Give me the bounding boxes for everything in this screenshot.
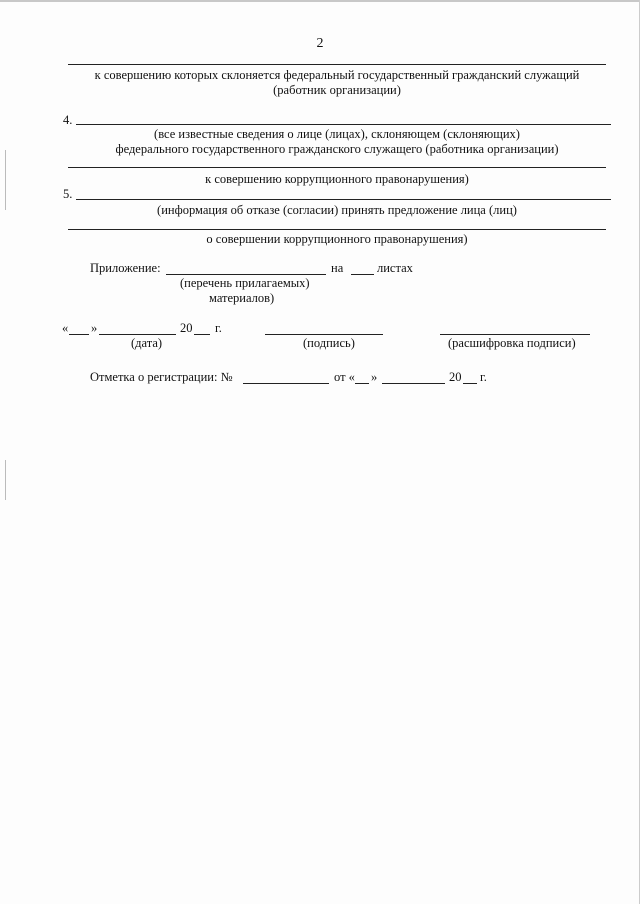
item5-number: 5. bbox=[63, 187, 73, 201]
item5-caption-line2: о совершении коррупционного правонарушения) bbox=[206, 232, 468, 246]
date-open-quote: « bbox=[62, 321, 69, 335]
fill-line bbox=[265, 334, 383, 335]
fill-line bbox=[76, 199, 611, 200]
registration-from-text: от « bbox=[334, 370, 355, 384]
date-caption: (дата) bbox=[131, 336, 163, 350]
attachment-on-text: на bbox=[331, 261, 344, 275]
date-close-quote: » bbox=[91, 321, 98, 335]
item3-caption-line2: (работник организации) bbox=[273, 83, 401, 97]
attachment-sheets-text: листах bbox=[377, 261, 413, 275]
registration-year-suffix: г. bbox=[480, 370, 487, 384]
scan-top-edge bbox=[0, 0, 640, 2]
item4-caption-line3: к совершению коррупционного правонарушения) bbox=[205, 172, 469, 186]
fill-line bbox=[99, 334, 176, 335]
item5-caption-line1: (информация об отказе (согласии) принять предложение лица (лиц) bbox=[157, 203, 517, 217]
attachment-caption-line2: материалов) bbox=[209, 291, 275, 305]
signature-caption: (подпись) bbox=[303, 336, 355, 350]
item4-caption-line1: (все известные сведения о лице (лицах), склоняющем (склоняющих) bbox=[154, 127, 520, 141]
date-year-prefix: 20 bbox=[180, 321, 193, 335]
fill-line bbox=[68, 64, 606, 65]
fill-line bbox=[440, 334, 590, 335]
fill-line bbox=[382, 383, 445, 384]
fill-line bbox=[351, 274, 374, 275]
fill-line bbox=[76, 124, 611, 125]
scan-left-mark bbox=[5, 150, 6, 210]
fill-line bbox=[355, 383, 369, 384]
attachment-label: Приложение: bbox=[90, 261, 161, 275]
item4-number: 4. bbox=[63, 113, 73, 127]
item3-caption-line1: к совершению которых склоняется федеральный государственный гражданский служащий bbox=[94, 68, 580, 82]
registration-close-quote: » bbox=[371, 370, 378, 384]
scan-left-mark bbox=[5, 460, 6, 500]
fill-line bbox=[243, 383, 329, 384]
fill-line bbox=[194, 334, 210, 335]
fill-line bbox=[68, 229, 606, 230]
registration-label: Отметка о регистрации: № bbox=[90, 370, 233, 384]
fill-line bbox=[69, 334, 89, 335]
decoding-caption: (расшифровка подписи) bbox=[448, 336, 576, 350]
fill-line bbox=[166, 274, 326, 275]
date-year-suffix: г. bbox=[215, 321, 222, 335]
page-number: 2 bbox=[316, 36, 324, 51]
item4-caption-line2: федерального государственного гражданского служащего (работника организации) bbox=[115, 142, 559, 156]
fill-line bbox=[463, 383, 477, 384]
fill-line bbox=[68, 167, 606, 168]
attachment-caption-line1: (перечень прилагаемых) bbox=[180, 276, 310, 290]
registration-year-prefix: 20 bbox=[449, 370, 462, 384]
